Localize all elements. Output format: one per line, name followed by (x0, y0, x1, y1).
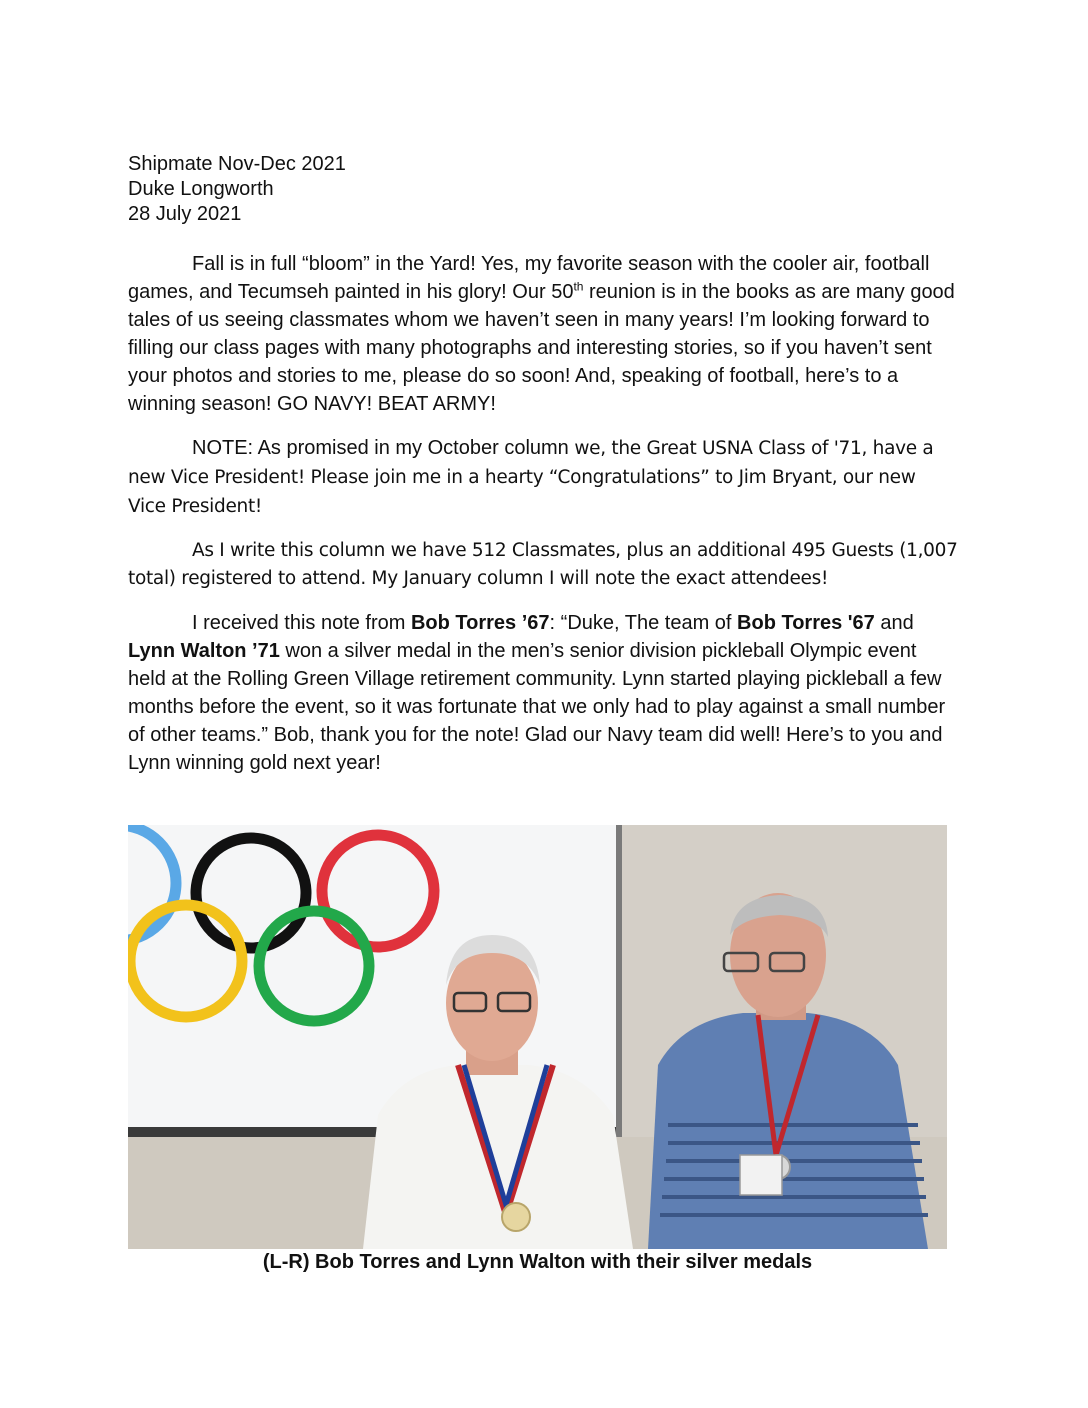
pickleball-text-2: : “Duke, The team of (549, 612, 738, 634)
pickleball-text-3: and (874, 612, 914, 634)
name-bob-torres-2: Bob Torres '67 (737, 612, 875, 634)
author-line: Duke Longworth (128, 178, 274, 200)
pickleball-text-4: won a silver medal in the men’s senior division pickleball Olympic event held at the Rolling Green Village retirement community. Lynn started playing pickleball a few months before the event, so it was fortunate that we only had to play against a small number of other teams.” Bob, thank you for the note! Glad our Navy team did well! Here’s to you and Lynn winning gold next year! (128, 640, 946, 774)
paragraph-attendance: As I write this column we have 512 Classmates, plus an additional 495 Guests (1,007 total) registered to attend. My January column I will note the exact attendees! (128, 540, 958, 589)
paragraph-fall-text-b: reunion is in the books as are many good tales of us seeing classmates whom we haven’t seen in many years! I’m looking forward to filling our class pages with many photographs and interesting stories, so if you haven’t sent your photos and stories to me, please do so soon! And, speaking of football, here’s to a winning season! GO NAVY! BEAT ARMY! (128, 281, 955, 415)
superscript-th: th (573, 279, 584, 294)
paragraph-note-text-a: NOTE: As promised in my October column (192, 437, 575, 459)
publication-line: Shipmate Nov-Dec 2021 (128, 153, 346, 175)
paragraph-fall-text-a: Fall is in full “bloom” in the Yard! Yes, my favorite season with the cooler air, football games, and Tecumseh painted in his glory! Our 50 (128, 253, 930, 303)
date-line: 28 July 2021 (128, 203, 242, 225)
name-bob-torres-1: Bob Torres ’67 (410, 612, 550, 634)
paragraph-note (128, 434, 958, 521)
paragraph-fall (128, 250, 958, 418)
medal-photo (128, 825, 947, 1249)
photo-illustration (128, 825, 947, 1249)
name-lynn-walton: Lynn Walton ’71 (128, 640, 280, 662)
silver-medal-left (502, 1203, 530, 1231)
paragraph-pickleball (128, 609, 958, 777)
photo-caption: (L-R) Bob Torres and Lynn Walton with their silver medals (262, 1251, 813, 1273)
paragraph-note-text-b: we, the Great USNA Class of '71, have a new Vice President! Please join me in a hearty “Congratulations” to Jim Bryant, our new Vice President! (128, 438, 934, 517)
column-body (128, 250, 958, 793)
column-header (128, 152, 346, 227)
pickleball-text-1: I received this note from (192, 612, 411, 634)
name-badge (740, 1155, 782, 1195)
screen-edge (616, 825, 622, 1137)
